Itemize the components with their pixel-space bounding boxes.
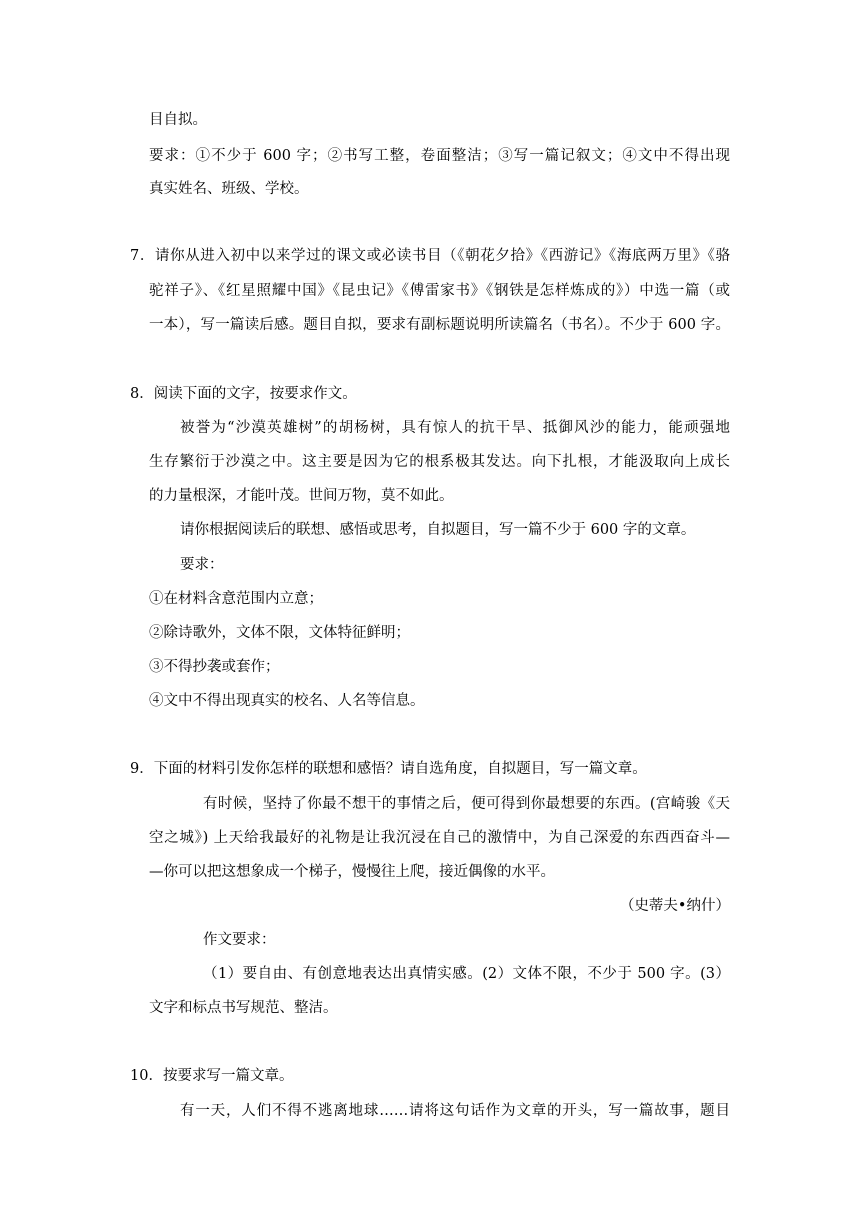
text-line: 真实姓名、班级、学校。 (149, 181, 309, 197)
question-10-line: 10．按要求写一篇文章。 (130, 1068, 294, 1084)
question-9-line: 9．下面的材料引发你怎样的联想和感悟？请自选角度，自拟题目，写一篇文章。 (130, 761, 647, 777)
text-line: 要求：①不少于 600 字；②书写工整，卷面整洁；③写一篇记叙文；④文中不得出现 (149, 148, 730, 164)
text-line: 被誉为“沙漠英雄树”的胡杨树，具有惊人的抗干旱、抵御风沙的能力，能顽强地 (180, 420, 730, 436)
text-line: （1）要自由、有创意地表达出真情实感。(2）文体不限，不少于 500 字。(3） (203, 966, 730, 982)
text-line: —你可以把这想象成一个梯子，慢慢往上爬，接近偶像的水平。 (149, 864, 555, 880)
list-item: ②除诗歌外，文体不限，文体特征鲜明； (149, 625, 410, 641)
text-line: 作文要求： (203, 932, 276, 948)
text-line: 有时候，坚持了你最不想干的事情之后，便可得到你最想要的东西。(宫崎骏《天 (203, 796, 730, 812)
list-item: ①在材料含意范围内立意； (149, 591, 323, 607)
quote-attribution: （史蒂夫•纳什） (619, 898, 730, 914)
text-line: 空之城》) 上天给我最好的礼物是让我沉浸在自己的激情中，为自己深爱的东西西奋斗— (149, 830, 730, 846)
text-line: 生存繁衍于沙漠之中。这主要是因为它的根系极其发达。向下扎根，才能汲取向上成长 (149, 454, 730, 470)
text-line: 请你根据阅读后的联想、感悟或思考，自拟题目，写一篇不少于 600 字的文章。 (180, 522, 696, 538)
list-item: ③不得抄袭或套作； (149, 659, 280, 675)
list-item: ④文中不得出现真实的校名、人名等信息。 (149, 693, 425, 709)
text-line: 的力量根深，才能叶茂。世间万物，莫不如此。 (149, 488, 454, 504)
question-7-line: 7．请你从进入初中以来学过的课文或必读书目（《朝花夕拾》《西游记》《海底两万里》《骆 (130, 248, 730, 264)
text-line: 有一天，人们不得不逃离地球……请将这句话作为文章的开头，写一篇故事，题目 (180, 1103, 730, 1119)
text-line: 目自拟。 (149, 112, 207, 128)
text-line: 一本），写一篇读后感。题目自拟，要求有副标题说明所读篇名（书名）。不少于 600 字。 (149, 317, 730, 333)
text-line: 驼祥子》、《红星照耀中国》《昆虫记》《傅雷家书》《钢铁是怎样炼成的》）中选一篇（或 (149, 283, 730, 299)
text-line: 要求： (180, 557, 224, 573)
question-8-line: 8．阅读下面的文字，按要求作文。 (130, 386, 357, 402)
text-line: 文字和标点书写规范、整洁。 (149, 1000, 338, 1016)
